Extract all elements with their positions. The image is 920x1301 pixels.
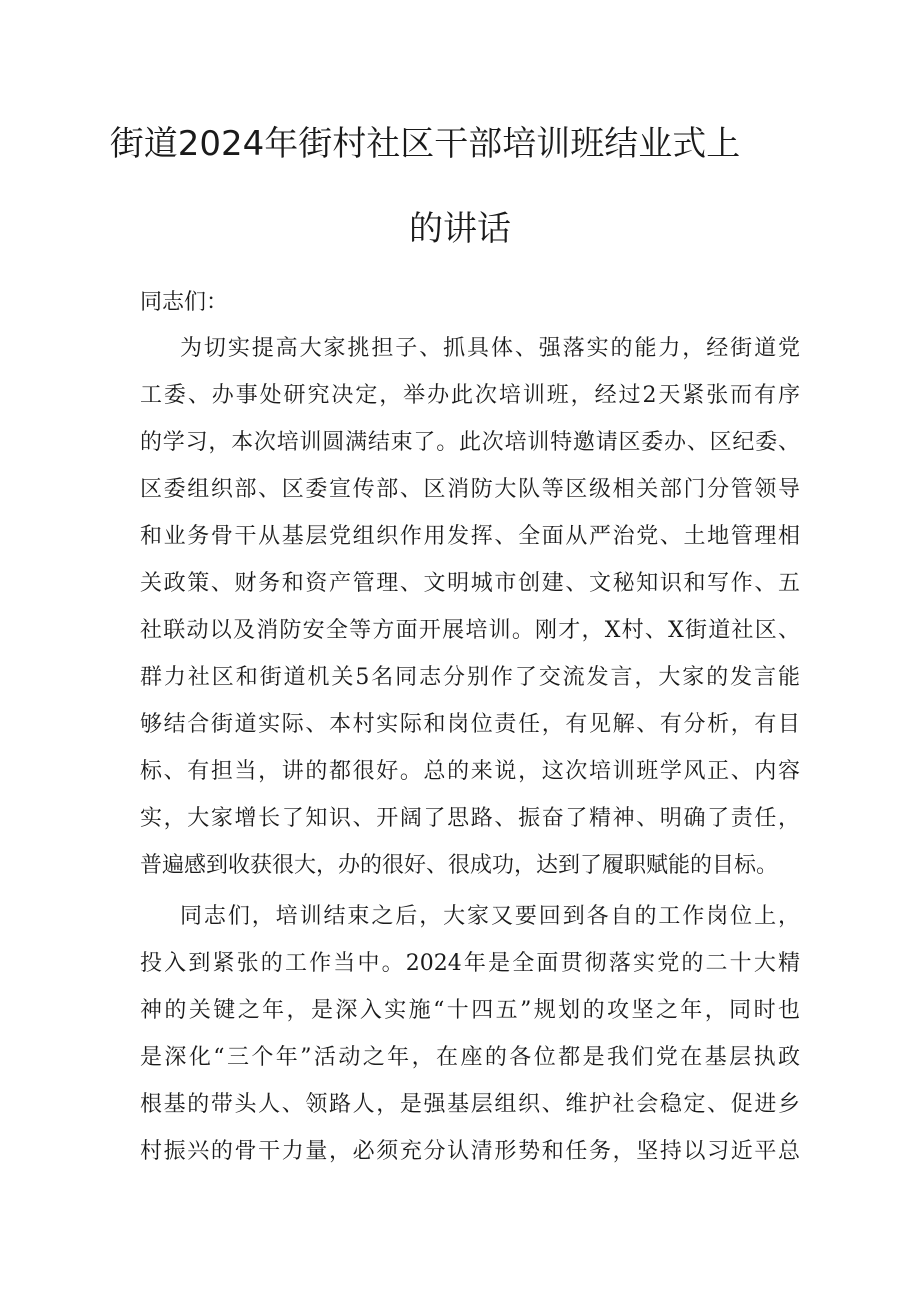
- document-title-line-2: 的讲话: [409, 209, 511, 249]
- paragraph-line: 和业务骨干从基层党组织作用发挥、全面从严治党、土地管理相: [140, 524, 800, 549]
- paragraph-line: 标、有担当，讲的都很好。总的来说，这次培训班学风正、内容: [140, 759, 800, 784]
- paragraph-line: 投入到紧张的工作当中。2024年是全面贯彻落实党的二十大精: [140, 951, 800, 976]
- paragraph-line: 区委组织部、区委宣传部、区消防大队等区级相关部门分管领导: [140, 477, 800, 502]
- paragraph-line: 同志们，培训结束之后，大家又要回到各自的工作岗位上，: [180, 904, 800, 929]
- paragraph-line: 是深化“三个年”活动之年，在座的各位都是我们党在基层执政: [140, 1045, 800, 1070]
- paragraph-line: 村振兴的骨干力量，必须充分认清形势和任务，坚持以习近平总: [140, 1139, 800, 1164]
- salutation: 同志们：: [140, 290, 229, 315]
- paragraph-line: 实，大家增长了知识、开阔了思路、振奋了精神、明确了责任，: [140, 806, 800, 831]
- paragraph-line: 关政策、财务和资产管理、文明城市创建、文秘知识和写作、五: [140, 571, 800, 596]
- document-title-line-1: 街道2024年街村社区干部培训班结业式上: [109, 124, 741, 164]
- paragraph-line: 的学习，本次培训圆满结束了。此次培训特邀请区委办、区纪委、: [140, 430, 800, 455]
- paragraph-line: 普遍感到收获很大，办的很好、很成功，达到了履职赋能的目标。: [140, 853, 779, 878]
- paragraph-line: 社联动以及消防安全等方面开展培训。刚才，X村、X街道社区、: [140, 618, 800, 643]
- paragraph-line: 神的关键之年，是深入实施“十四五”规划的攻坚之年，同时也: [140, 998, 800, 1023]
- paragraph-line: 群力社区和街道机关5名同志分别作了交流发言，大家的发言能: [140, 665, 800, 690]
- paragraph-line: 工委、办事处研究决定，举办此次培训班，经过2天紧张而有序: [140, 383, 800, 408]
- paragraph-line: 够结合街道实际、本村实际和岗位责任，有见解、有分析，有目: [140, 712, 800, 737]
- paragraph-line: 为切实提高大家挑担子、抓具体、强落实的能力，经街道党: [180, 336, 800, 361]
- paragraph-line: 根基的带头人、领路人，是强基层组织、维护社会稳定、促进乡: [140, 1092, 800, 1117]
